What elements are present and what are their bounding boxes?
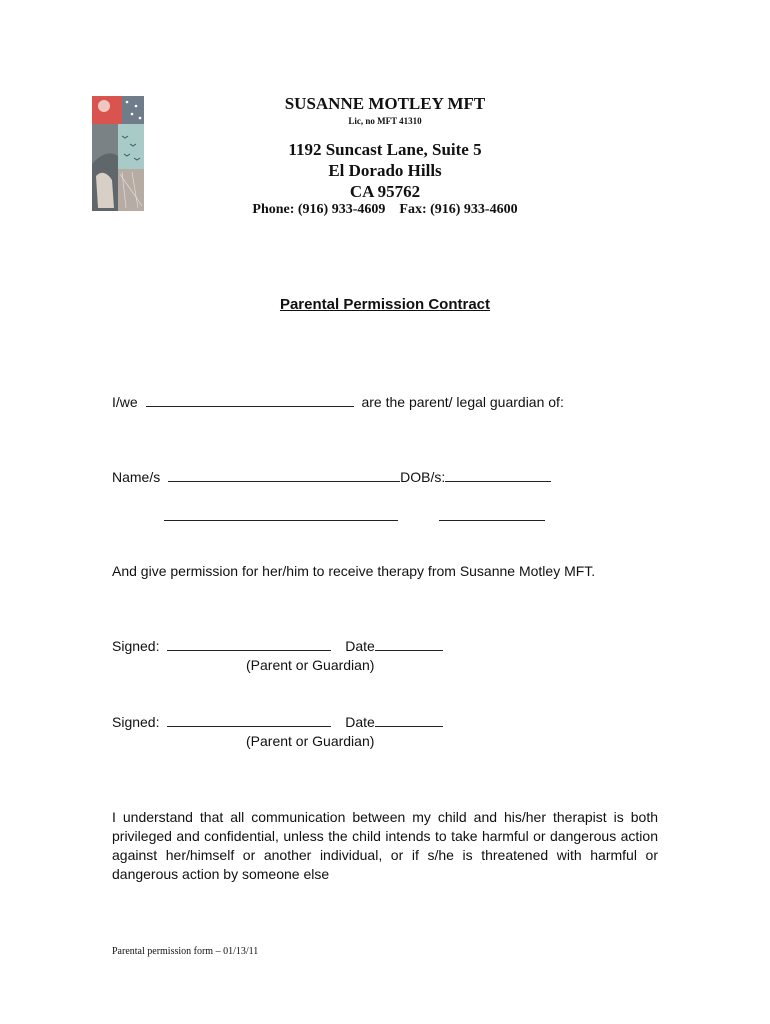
footer-text: Parental permission form – 01/13/11 <box>112 946 259 957</box>
child-name-field[interactable] <box>168 469 400 482</box>
date-label: Date <box>345 714 375 730</box>
child-name-row <box>112 469 551 485</box>
signed-label: Signed: <box>112 714 160 730</box>
iwe-label: I/we <box>112 394 138 410</box>
contact-line <box>0 202 770 218</box>
guardian-note-1: (Parent or Guardian) <box>246 657 375 673</box>
names-label: Name/s <box>112 469 161 485</box>
child-dob-field-2[interactable] <box>439 508 545 521</box>
guardian-row <box>112 394 564 410</box>
form-title: Parental Permission Contract <box>279 296 491 313</box>
signature-row-2 <box>112 714 443 730</box>
signed-label: Signed: <box>112 638 160 654</box>
child-dob-field[interactable] <box>445 469 551 482</box>
iwe-suffix: are the parent/ legal guardian of: <box>361 394 564 410</box>
license-number: Lic, no MFT 41310 <box>348 116 422 126</box>
guardian-name-field[interactable] <box>146 394 354 407</box>
phone-number: Phone: (916) 933-4609 <box>252 202 386 217</box>
signature-row-1 <box>112 638 443 654</box>
date-field-1[interactable] <box>375 638 443 651</box>
date-label: Date <box>345 638 375 654</box>
fax-number: Fax: (916) 933-4600 <box>399 202 518 217</box>
confidentiality-paragraph: I understand that all communication between my child and his/her therapist is both privileged and confidential, unless the child intends to take harmful or dangerous action against her/himself or another individual, or if s/he is threatened with harmful or dangerous action by someone else <box>112 809 658 882</box>
signature-field-2[interactable] <box>167 714 331 727</box>
guardian-note-2: (Parent or Guardian) <box>246 733 375 749</box>
address-line2: El Dorado Hills <box>328 161 442 180</box>
practitioner-name: SUSANNE MOTLEY MFT <box>284 94 486 113</box>
date-field-2[interactable] <box>375 714 443 727</box>
permission-text: And give permission for her/him to receive therapy from Susanne Motley MFT. <box>112 563 596 579</box>
child-name-field-2[interactable] <box>164 508 398 521</box>
signature-field-1[interactable] <box>167 638 331 651</box>
address-line1: 1192 Suncast Lane, Suite 5 <box>288 140 482 159</box>
dob-label: DOB/s: <box>400 469 446 485</box>
address-line3: CA 95762 <box>349 182 421 201</box>
